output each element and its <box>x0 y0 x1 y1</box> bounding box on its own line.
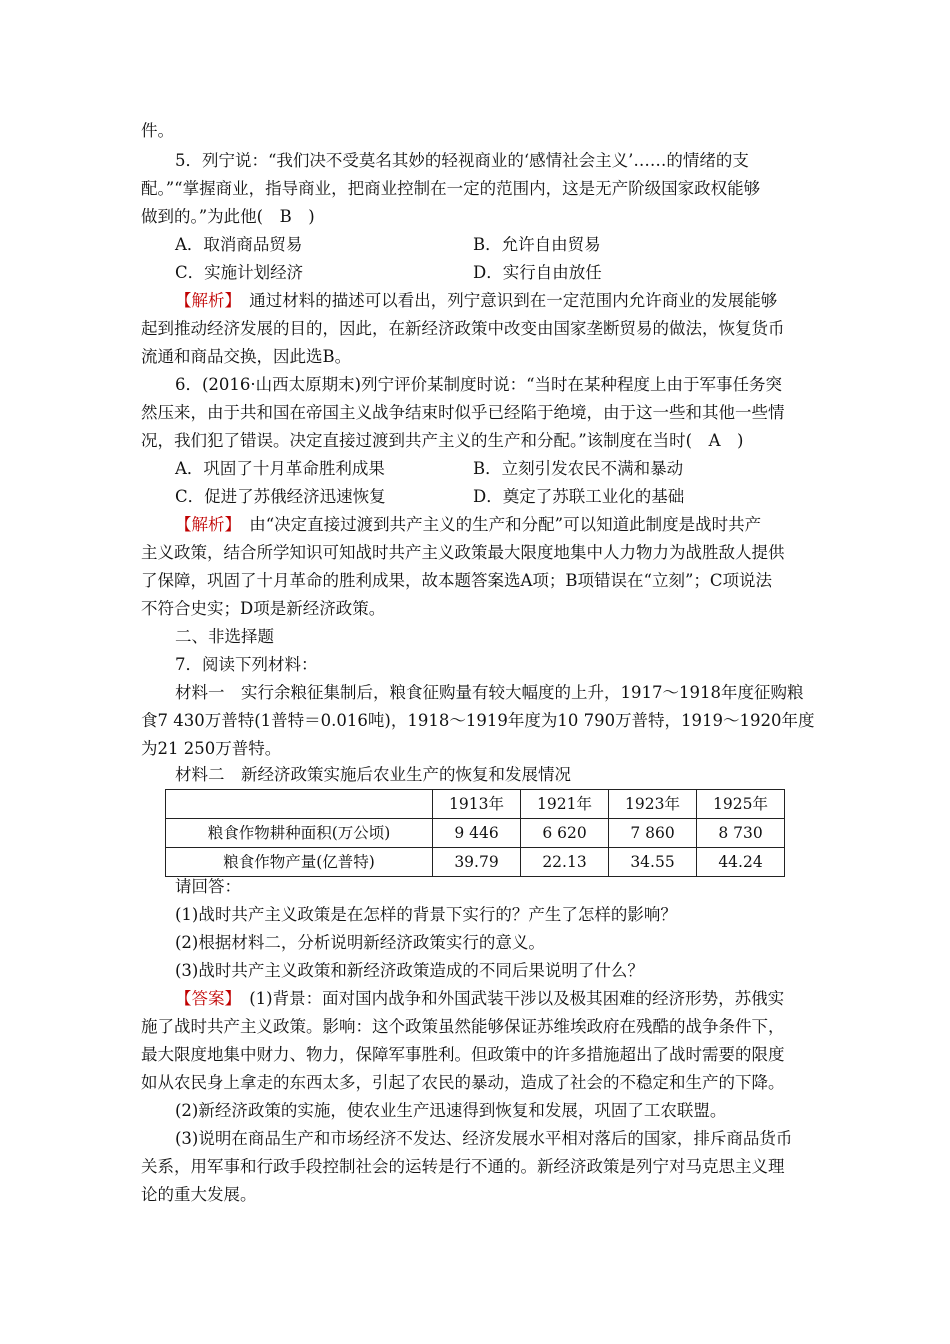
text-line: 流通和商品交换，因此选B。 <box>141 347 352 366</box>
table-cell: 34.55 <box>609 848 697 877</box>
table-cell: 44.24 <box>697 848 785 877</box>
analysis-5 <box>175 291 777 311</box>
table-cell: 7 860 <box>609 819 697 848</box>
question-7-text: 7．阅读下列材料： <box>175 655 318 674</box>
table-cell: 粮食作物耕种面积(万公顷) <box>166 819 433 848</box>
question-6-text: 6．(2016·山西太原期末)列宁评价某制度时说：“当时在某种程度上由于军事任务突 <box>175 375 783 394</box>
text-line: 配。”“掌握商业，指导商业，把商业控制在一定的范围内，这是无产阶级国家政权能够 <box>141 179 761 198</box>
analysis-tag: 【解析】 <box>175 515 233 534</box>
table-header-cell: 1923年 <box>609 790 697 819</box>
text-line: 不符合史实；D项是新经济政策。 <box>141 599 386 618</box>
text-line: 如从农民身上拿走的东西太多，引起了农民的暴动，造成了社会的不稳定和生产的下降。 <box>141 1073 785 1092</box>
answer-3: (3)说明在商品生产和市场经济不发达、经济发展水平相对落后的国家，排斥商品货币 <box>175 1129 793 1148</box>
table-cell: 粮食作物产量(亿普特) <box>166 848 433 877</box>
table-cell: 6 620 <box>521 819 609 848</box>
table-cell: 39.79 <box>433 848 521 877</box>
text-line: 况，我们犯了错误。决定直接过渡到共产主义的生产和分配。”该制度在当时( A ) <box>141 431 744 450</box>
table-cell: 22.13 <box>521 848 609 877</box>
section-heading: 二、非选择题 <box>175 627 274 646</box>
option-c: C．实施计划经济 <box>175 263 304 282</box>
answer-text: (1)背景：面对国内战争和外国武装干涉以及极其困难的经济形势，苏俄实 <box>232 989 785 1008</box>
analysis-tag: 【解析】 <box>175 291 233 310</box>
text-line: 了保障，巩固了十月革命的胜利成果，故本题答案选A项；B项错误在“立刻”；C项说法 <box>141 571 773 590</box>
table-header-cell <box>166 790 433 819</box>
analysis-text: 通过材料的描述可以看出，列宁意识到在一定范围内允许商业的发展能够 <box>232 291 778 310</box>
answer-tag: 【答案】 <box>175 989 233 1008</box>
material-1: 材料一 实行余粮征集制后，粮食征购量有较大幅度的上升，1917～1918年度征购粮 <box>175 683 804 702</box>
text-line: 关系，用军事和行政手段控制社会的运转是行不通的。新经济政策是列宁对马克思主义理 <box>141 1157 785 1176</box>
option-b: B．允许自由贸易 <box>473 235 601 254</box>
text-line: 起到推动经济发展的目的，因此，在新经济政策中改变由国家垄断贸易的做法，恢复货币 <box>141 319 785 338</box>
sub-question-1: (1)战时共产主义政策是在怎样的背景下实行的？产生了怎样的影响？ <box>175 905 677 924</box>
table-header-cell: 1913年 <box>433 790 521 819</box>
prompt-label: 请回答： <box>175 877 241 896</box>
table-row <box>166 819 785 848</box>
option-a: A．巩固了十月革命胜利成果 <box>175 459 385 478</box>
text-line: 施了战时共产主义政策。影响：这个政策虽然能够保证苏维埃政府在残酷的战争条件下， <box>141 1017 785 1036</box>
text-line: 为21 250万普特。 <box>141 739 282 758</box>
text-line: 然压来，由于共和国在帝国主义战争结束时似乎已经陷于绝境，由于这一些和其他一些情 <box>141 403 785 422</box>
table-header-cell: 1925年 <box>697 790 785 819</box>
table-row <box>166 848 785 877</box>
agriculture-table <box>165 789 785 877</box>
sub-question-3: (3)战时共产主义政策和新经济政策造成的不同后果说明了什么？ <box>175 961 644 980</box>
option-a: A．取消商品贸易 <box>175 235 303 254</box>
material-2: 材料二 新经济政策实施后农业生产的恢复和发展情况 <box>175 765 571 784</box>
sub-question-2: (2)根据材料二，分析说明新经济政策实行的意义。 <box>175 933 545 952</box>
text-line: 主义政策，结合所学知识可知战时共产主义政策最大限度地集中人力物力为战胜敌人提供 <box>141 543 785 562</box>
option-c: C．促进了苏俄经济迅速恢复 <box>175 487 386 506</box>
table-cell: 9 446 <box>433 819 521 848</box>
analysis-6 <box>175 515 761 535</box>
text-line: 论的重大发展。 <box>141 1185 257 1204</box>
text-line: 食7 430万普特(1普特＝0.016吨)，1918～1919年度为10 790万普特，1919～1920年度 <box>141 711 815 730</box>
text-line: 件。 <box>141 121 174 140</box>
table-header-row <box>166 790 785 819</box>
text-line: 最大限度地集中财力、物力，保障军事胜利。但政策中的许多措施超出了战时需要的限度 <box>141 1045 785 1064</box>
answer-2: (2)新经济政策的实施，使农业生产迅速得到恢复和发展，巩固了工农联盟。 <box>175 1101 727 1120</box>
table-cell: 8 730 <box>697 819 785 848</box>
option-d: D．奠定了苏联工业化的基础 <box>473 487 685 506</box>
text-line: 做到的。”为此他( B ) <box>141 207 315 226</box>
option-b: B．立刻引发农民不满和暴动 <box>473 459 684 478</box>
table-header-cell: 1921年 <box>521 790 609 819</box>
question-5-text: 5．列宁说：“我们决不受莫名其妙的轻视商业的‘感情社会主义’……的情绪的支 <box>175 151 749 170</box>
option-d: D．实行自由放任 <box>473 263 602 282</box>
analysis-text: 由“决定直接过渡到共产主义的生产和分配”可以知道此制度是战时共产 <box>232 515 762 534</box>
answer-1 <box>175 989 784 1009</box>
